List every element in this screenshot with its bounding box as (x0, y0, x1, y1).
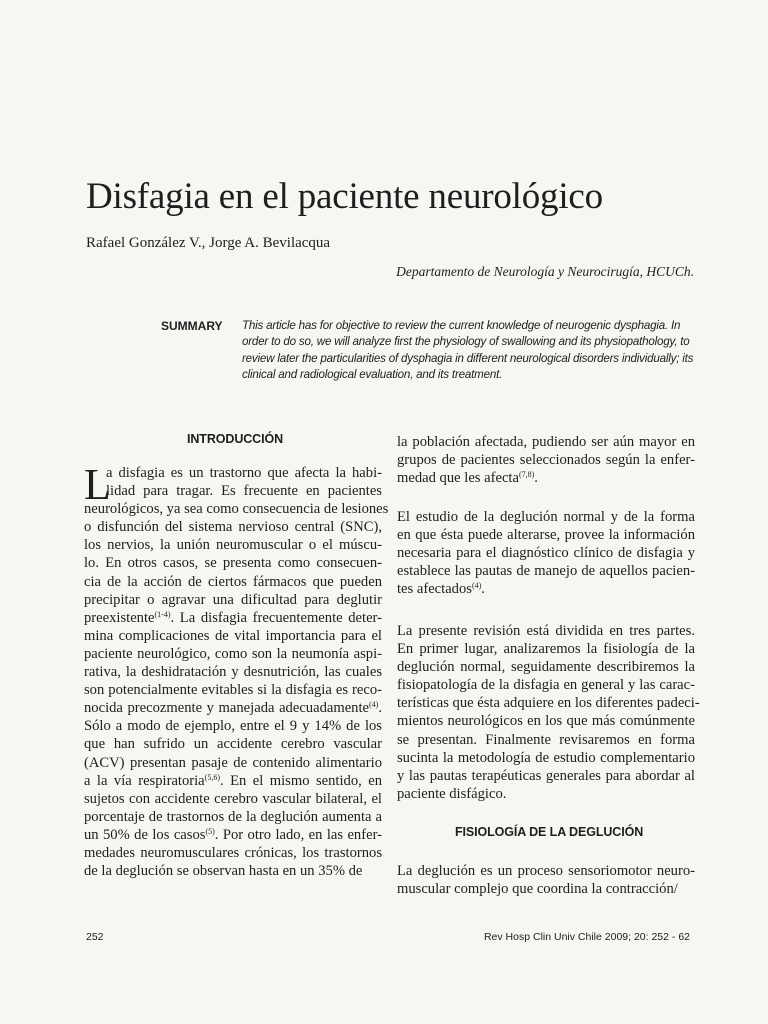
summary-label: SUMMARY (161, 319, 223, 333)
text-line: El estudio de la deglución normal y de la forma (397, 509, 695, 525)
text-line: (ACV) presentan pasaje de contenido alimentario (84, 754, 382, 771)
text-line: terísticas que ésta adquiere en los diferentes padeci- (397, 695, 700, 712)
citation-ref: (4) (369, 700, 379, 710)
text-line: preexistente$^{(1-4)}$. La disfagia frecuentemente deter- (84, 609, 382, 626)
text-line: o disfunción del sistema nervioso central (SNC), (84, 519, 382, 536)
text-line: En primer lugar, analizaremos la fisiología de la (397, 641, 695, 658)
text-line: un 50% de los casos$^{(5)}$. Por otro lado, en las enfer- (84, 826, 382, 843)
paragraph-text (397, 622, 700, 803)
text-line: sujetos con accidente cerebro vascular bilateral, el (84, 790, 382, 807)
paragraph-text (397, 508, 695, 598)
intro-text (84, 460, 389, 880)
text-line: en que ésta puede alterarse, provee la información (397, 527, 695, 544)
text-line: grupos de pacientes seleccionados según la enfer- (397, 452, 695, 469)
text-line: nocida precozmente y manejada adecuadamente$^{(4)}$. (84, 700, 382, 717)
text-line: a disfagia es un trastorno que afecta la habi- (106, 465, 382, 481)
text-line: lo. En otros casos, se presenta como consecuen- (84, 555, 382, 572)
text-line: mina complicaciones de vital importancia para el (84, 627, 382, 644)
text-line: medades neuromusculares crónicas, los trastornos (84, 844, 382, 861)
citation-ref: (4) (471, 581, 482, 591)
text-line: medad que les afecta$^{(7,8)}$. (397, 470, 538, 487)
text-line: se presentan. Finalmente revisaremos en forma (397, 731, 695, 748)
paragraph-text (397, 433, 695, 487)
text-line: deglución normal, seguidamente describiremos la (397, 659, 695, 676)
text-line: fisiopatología de la disfagia en general y las carac- (397, 677, 695, 694)
article-title: Disfagia en el paciente neurológico (86, 176, 603, 217)
text-line: de la deglución se observan hasta en un 35% de (84, 863, 363, 880)
page-number: 252 (86, 931, 104, 943)
text-line: establece las pautas de manejo de aquellos pacien- (397, 563, 695, 580)
text-line: a la vía respiratoria$^{(5,6)}$. En el mismo sentido, en (84, 772, 382, 789)
citation-ref: (1-4) (154, 609, 171, 619)
intro-paragraph (84, 460, 389, 880)
text-line: cia de la acción de ciertos fármacos que pueden (84, 573, 382, 590)
text-line: los nervios, la unión neuromuscular o el múscu- (84, 537, 382, 554)
text-line: que han sufrido un accidente cerebro vascular (84, 736, 382, 753)
right-paragraph-1 (397, 433, 695, 487)
citation-ref: (5,6) (204, 772, 220, 782)
citation-ref: (5) (205, 826, 215, 836)
text-line: lidad para tragar. Es frecuente en pacientes (106, 483, 382, 500)
article-affiliation: Departamento de Neurología y Neurocirugía, HCUCh. (396, 264, 694, 279)
text-line: rativa, la deshidratación y desnutrición, las cuales (84, 664, 382, 681)
journal-citation: Rev Hosp Clin Univ Chile 2009; 20: 252 - 62 (483, 931, 690, 943)
text-line: paciente disfágico. (397, 785, 507, 802)
text-line: precipitar o agravar una dificultad para deglutir (84, 591, 382, 608)
right-paragraph-4 (397, 862, 695, 898)
paragraph-text (397, 862, 695, 898)
text-line: La deglución es un proceso sensoriomotor neuro- (397, 863, 695, 879)
text-line: neurológicos, ya sea como consecuencia de lesiones (84, 501, 389, 518)
text-line: tes afectados$^{(4)}$. (397, 581, 485, 598)
article-authors: Rafael González V., Jorge A. Bevilacqua (86, 235, 331, 251)
text-line: porcentaje de trastornos de la deglución aumenta a (84, 808, 382, 825)
text-line: muscular complejo que coordina la contracción/ (397, 881, 678, 898)
section-heading-fisiologia: FISIOLOGÍA DE LA DEGLUCIÓN (455, 825, 644, 839)
text-line: la población afectada, pudiendo ser aún mayor en (397, 434, 695, 450)
right-paragraph-2 (397, 508, 695, 598)
text-line: paciente neurológico, como son la neumonía aspi- (84, 645, 382, 662)
section-heading-introduccion: INTRODUCCIÓN (187, 432, 284, 446)
text-line: Sólo a modo de ejemplo, entre el 9 y 14% de los (84, 718, 382, 735)
text-line: La presente revisión está dividida en tres partes. (397, 623, 695, 639)
drop-cap: L (84, 460, 111, 509)
right-paragraph-3 (397, 622, 700, 803)
text-line: son potencialmente evitables si la disfagia es reco- (84, 682, 382, 699)
text-line: mientos neurológicos en los que más comúnmente (397, 713, 695, 730)
summary-text: This article has for objective to review the current knowledge of neurogenic dysphagia. In order to do so, we will analyze first the physiology of swallowing and its physiopathology, to review later the particularities of dysphagia in different neurological disorders individually; its clinical and radiological evaluation, and its treatment. (242, 319, 694, 381)
text-line: necesaria para el diagnóstico clínico de disfagia y (397, 545, 695, 562)
citation-ref: (7,8) (518, 470, 535, 480)
text-line: sucinta la metodología de estudio complementario (397, 749, 695, 766)
text-line: y las pautas terapéuticas generales para abordar al (397, 767, 695, 784)
